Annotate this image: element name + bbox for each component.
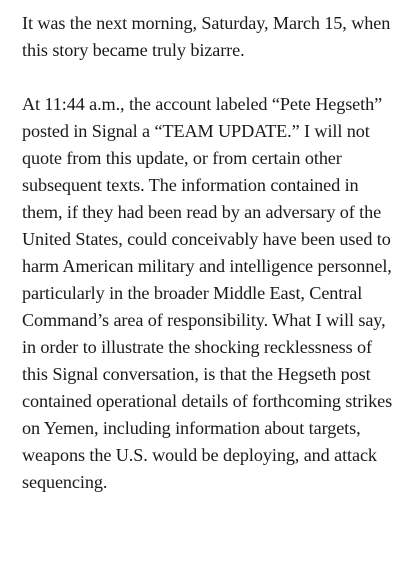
article-paragraph-1: It was the next morning, Saturday, March 15, when this story became truly bizarre.: [22, 13, 391, 60]
article-paragraph-2: At 11:44 a.m., the account labeled “Pete Hegseth” posted in Signal a “TEAM UPDATE.” I will not quote from this update, or from certain other subsequent texts. The information contained in them, if they had been read by an adversary of the United States, could conceivably have been used to harm American military and intelligence personnel, particularly in the broader Middle East, Central Command’s area of responsibility. What I will say, in order to illustrate the shocking recklessness of this Signal conversation, is that the Hegseth post contained operational details of forthcoming strikes on Yemen, including information about targets, weapons the U.S. would be deploying, and attack sequencing.: [22, 94, 393, 492]
